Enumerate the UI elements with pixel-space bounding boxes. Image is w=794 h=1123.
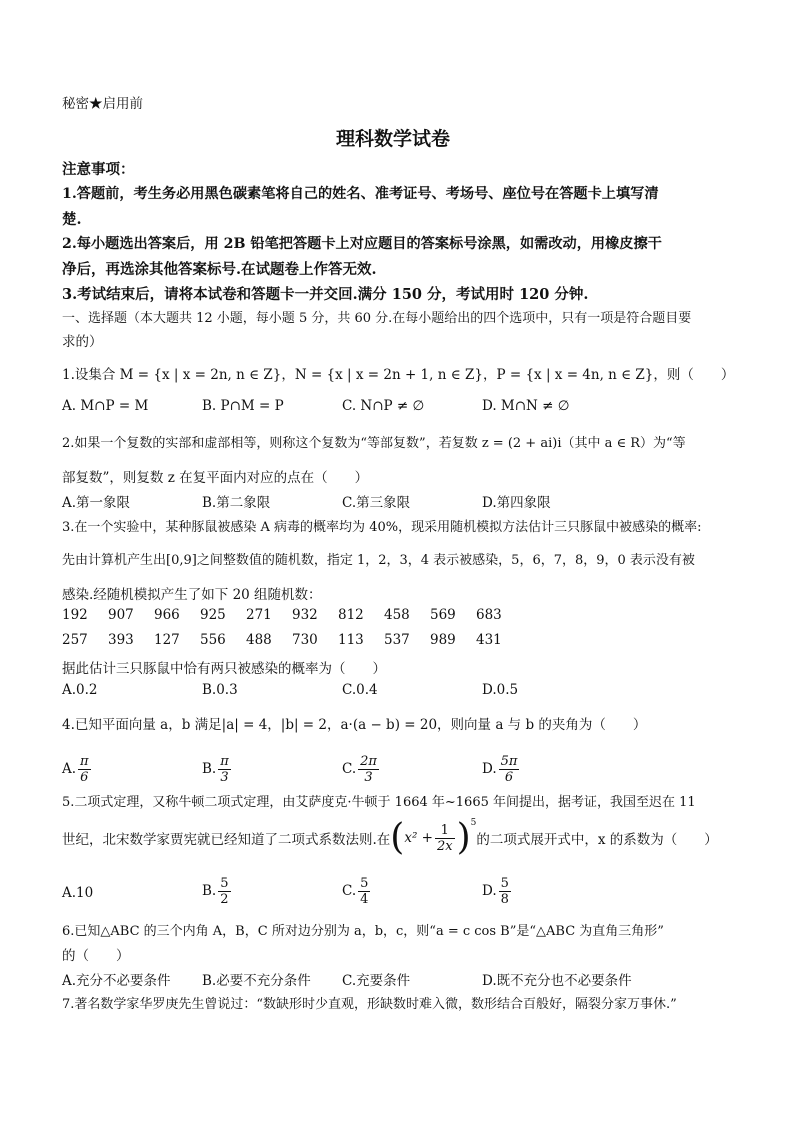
random-number: 989	[430, 632, 456, 648]
option-b: B. $\frac{5}{2}$	[202, 876, 229, 907]
random-number: 537	[384, 632, 410, 648]
option-b: B. P∩M = P	[202, 398, 284, 414]
option-a: A.10	[62, 885, 94, 901]
option-c: C. $\frac{5}{4}$	[342, 876, 369, 907]
question-3-stem-cont2: 感染.经随机模拟产生了如下 20 组随机数：	[62, 587, 322, 603]
question-5-stem-cont: 世纪，北宋数学家贾宪就已经知道了二项式系数法则.在(x² + $\frac{1}{2x}$ )$^5$的二项式展开式中，x 的系数为（ ）	[62, 817, 718, 858]
random-number: 488	[246, 632, 272, 648]
random-number: 556	[200, 632, 226, 648]
note-1-cont: 楚.	[62, 211, 82, 228]
note-1: 1.答题前，考生务必用黑色碳素笔将自己的姓名、准考证号、考场号、座位号在答题卡上填写清	[62, 186, 659, 202]
random-number-row-2	[62, 632, 742, 652]
random-number: 925	[200, 607, 226, 623]
question-6-options	[62, 969, 742, 989]
question-6-stem-cont: 的（ ）	[62, 948, 130, 964]
option-a: A. $\frac{\pi}{6}$	[62, 754, 89, 785]
note-3: 3.考试结束后，请将本试卷和答题卡一并交回.满分 150 分，考试用时 120 分钟.	[62, 286, 589, 303]
random-number: 569	[430, 607, 456, 623]
question-3-stem-cont: 先由计算机产生出[0,9]之间整数值的随机数，指定 1，2，3，4 表示被感染，5，6，7，8，9，0 表示没有被	[62, 553, 695, 568]
question-2-stem-cont: 部复数”，则复数 z 在复平面内对应的点在（ ）	[62, 470, 369, 486]
note-2: 2.每小题选出答案后，用 2B 铅笔把答题卡上对应题目的答案标号涂黑，如需改动，用橡皮擦干	[62, 236, 662, 252]
random-number-row-1	[62, 607, 742, 627]
random-number: 683	[476, 607, 502, 623]
random-number: 812	[338, 607, 364, 623]
option-c: C.第三象限	[342, 495, 411, 511]
option-a: A.0.2	[62, 682, 98, 698]
note-2-cont: 净后，再选涂其他答案标号.在试题卷上作答无效.	[62, 261, 377, 278]
question-3-stem: 3.在一个实验中，某种豚鼠被感染 A 病毒的概率均为 40%，现采用随机模拟方法估计三只豚鼠中被感染的概率:	[62, 520, 702, 535]
question-5-options	[62, 872, 742, 916]
random-number: 127	[154, 632, 180, 648]
option-d: D.第四象限	[482, 495, 551, 511]
option-c: C.0.4	[342, 682, 378, 698]
question-5-stem: 5.二项式定理，又称牛顿二项式定理，由艾萨度克·牛顿于 1664 年~1665 年间提出，据考证，我国至迟在 11	[62, 795, 696, 810]
random-number: 966	[154, 607, 180, 623]
option-b: B.0.3	[202, 682, 238, 698]
random-number: 932	[292, 607, 318, 623]
random-number: 257	[62, 632, 88, 648]
option-a: A. M∩P = M	[62, 398, 149, 414]
option-c: C. $\frac{2\pi}{3}$	[342, 754, 377, 785]
option-d: D. $\frac{5}{8}$	[482, 876, 509, 907]
question-2-options	[62, 491, 742, 511]
random-number: 192	[62, 607, 88, 623]
option-d: D. M∩N ≠ ∅	[482, 398, 570, 414]
option-a: A.第一象限	[62, 495, 131, 511]
option-d: D.0.5	[482, 682, 519, 698]
random-number: 458	[384, 607, 410, 623]
question-6-stem: 6.已知△ABC 的三个内角 A，B，C 所对边分别为 a，b，c，则“a = c cos B”是“△ABC 为直角三角形”	[62, 924, 664, 939]
random-number: 907	[108, 607, 134, 623]
option-b: B.第二象限	[202, 495, 271, 511]
section-heading-cont: 求的）	[62, 334, 103, 350]
option-d: D. $\frac{5\pi}{6}$	[482, 754, 518, 785]
random-number: 393	[108, 632, 134, 648]
question-7-stem: 7.著名数学家华罗庚先生曾说过：“数缺形时少直观，形缺数时难入微，数形结合百般好，隔裂分家万事休.”	[62, 997, 677, 1012]
question-1-options	[62, 398, 742, 418]
option-b: B.必要不充分条件	[202, 973, 311, 989]
secret-label: 秘密★启用前	[62, 96, 143, 112]
question-2-stem: 2.如果一个复数的实部和虚部相等，则称这个复数为“等部复数”，若复数 z = (2 + ai)i（其中 a ∈ R）为“等	[62, 436, 686, 451]
random-number: 431	[476, 632, 502, 648]
option-b: B. $\frac{\pi}{3}$	[202, 754, 229, 785]
question-3-ask: 据此估计三只豚鼠中恰有两只被感染的概率为（ ）	[62, 661, 386, 677]
question-4-options	[62, 746, 742, 786]
section-heading: 一、选择题（本大题共 12 小题，每小题 5 分，共 60 分.在每小题给出的四个选项中，只有一项是符合题目要	[62, 311, 692, 326]
notes-heading: 注意事项：	[62, 161, 135, 178]
random-number: 113	[338, 632, 364, 648]
question-3-options	[62, 682, 742, 702]
random-number: 271	[246, 607, 272, 623]
question-4-stem: 4.已知平面向量 a，b 满足|a| = 4，|b| = 2，a·(a − b) = 20，则向量 a 与 b 的夹角为（ ）	[62, 717, 647, 733]
random-number: 730	[292, 632, 318, 648]
binomial-expression: (x² + $\frac{1}{2x}$ )$^5$	[390, 817, 477, 858]
option-c: C.充要条件	[342, 973, 411, 989]
paper-title: 理科数学试卷	[336, 128, 451, 150]
option-c: C. N∩P ≠ ∅	[342, 398, 425, 414]
question-1-stem: 1.设集合 M = {x | x = 2n, n ∈ Z}，N = {x | x = 2n + 1, n ∈ Z}，P = {x | x = 4n, n ∈ Z}，则（ ）	[62, 367, 735, 383]
option-a: A.充分不必要条件	[62, 973, 171, 989]
option-d: D.既不充分也不必要条件	[482, 973, 632, 989]
